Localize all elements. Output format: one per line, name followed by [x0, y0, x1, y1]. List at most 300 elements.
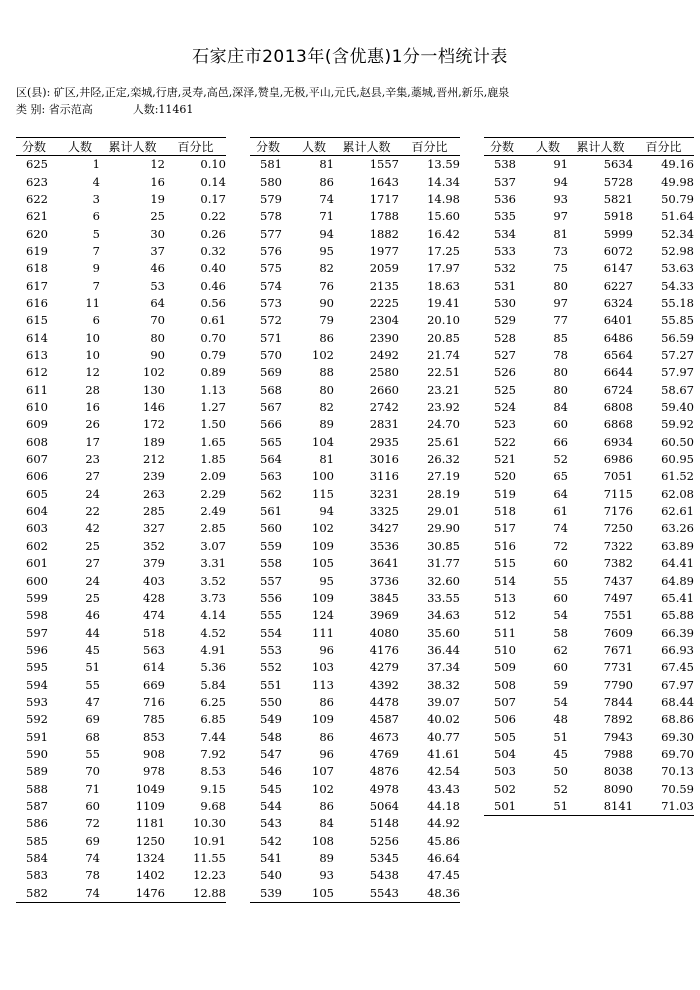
- cumulative-cell: 5148: [369, 816, 399, 831]
- count-cell: 86: [319, 174, 334, 189]
- score-cell: 523: [494, 417, 516, 432]
- score-cell: 567: [260, 400, 282, 415]
- percent-cell: 4.52: [200, 625, 226, 640]
- cumulative-cell: 6724: [603, 382, 633, 397]
- table-row: [250, 399, 460, 416]
- percent-cell: 1.65: [200, 434, 226, 449]
- score-cell: 501: [484, 798, 528, 816]
- score-table-3: [484, 137, 694, 816]
- count-cell: 95: [319, 243, 334, 258]
- score-cell: 610: [26, 400, 48, 415]
- header-cumulative: 累计人数: [334, 138, 399, 156]
- percent-cell: 0.32: [200, 243, 226, 258]
- cumulative-cell: 3231: [369, 486, 399, 501]
- cumulative-cell: 6564: [603, 348, 633, 363]
- percent-cell: 27.19: [427, 469, 460, 484]
- score-cell: 611: [26, 382, 48, 397]
- score-cell: 549: [260, 712, 282, 727]
- count-cell: 81: [319, 157, 334, 172]
- cumulative-cell: 327: [143, 521, 165, 536]
- count-cell: 80: [553, 382, 568, 397]
- count-cell: 54: [553, 694, 568, 709]
- cumulative-cell: 6644: [603, 365, 633, 380]
- cumulative-cell: 1977: [369, 243, 399, 258]
- cumulative-cell: 1882: [369, 226, 399, 241]
- cumulative-cell: 5256: [369, 833, 399, 848]
- percent-cell: 6.25: [200, 694, 226, 709]
- count-cell: 109: [312, 712, 334, 727]
- table-row: [16, 850, 226, 867]
- table-row: [250, 763, 460, 780]
- cumulative-cell: 474: [143, 608, 165, 623]
- cumulative-cell: 4587: [369, 712, 399, 727]
- header-percent: 百分比: [633, 138, 694, 156]
- region-line: 区(县): 矿区,井陉,正定,栾城,行唐,灵寿,高邑,深泽,赞皇,无极,平山,元氏,赵县,辛集,藁城,晋州,新乐,鹿泉: [16, 86, 510, 99]
- score-cell: 527: [494, 348, 516, 363]
- score-cell: 554: [260, 625, 282, 640]
- category-line: [16, 101, 193, 117]
- count-cell: 95: [319, 573, 334, 588]
- cumulative-cell: 3325: [369, 504, 399, 519]
- percent-cell: 23.21: [427, 382, 460, 397]
- score-cell: 591: [26, 729, 48, 744]
- score-cell: 547: [260, 746, 282, 761]
- score-cell: 530: [494, 296, 516, 311]
- percent-cell: 63.26: [661, 521, 694, 536]
- percent-cell: 2.29: [200, 486, 226, 501]
- cumulative-cell: 428: [143, 590, 165, 605]
- score-cell: 609: [26, 417, 48, 432]
- table-row: [484, 278, 694, 295]
- percent-cell: 50.79: [661, 191, 694, 206]
- table-row: [16, 729, 226, 746]
- count-cell: 4: [92, 174, 100, 189]
- percent-cell: 12.88: [165, 885, 226, 903]
- count-cell: 50: [553, 764, 568, 779]
- score-cell: 597: [26, 625, 48, 640]
- count-cell: 52: [553, 452, 568, 467]
- score-cell: 595: [26, 660, 48, 675]
- count-cell: 5: [92, 226, 100, 241]
- table-row: [250, 659, 460, 676]
- cumulative-cell: 80: [150, 330, 165, 345]
- cumulative-cell: 4279: [369, 660, 399, 675]
- percent-cell: 28.19: [427, 486, 460, 501]
- percent-cell: 7.44: [200, 729, 226, 744]
- table-row: [250, 573, 460, 590]
- table-row: [484, 451, 694, 468]
- cumulative-cell: 3016: [369, 452, 399, 467]
- table-row: [250, 191, 460, 208]
- table-row: [250, 815, 460, 832]
- count-cell: 54: [553, 608, 568, 623]
- count-cell: 55: [85, 746, 100, 761]
- count-cell: 86: [319, 729, 334, 744]
- score-cell: 564: [260, 452, 282, 467]
- count-cell: 97: [553, 296, 568, 311]
- score-cell: 521: [494, 452, 516, 467]
- table-row: [16, 694, 226, 711]
- count-cell: 42: [85, 521, 100, 536]
- table-row: [16, 226, 226, 243]
- table-row: [484, 226, 694, 243]
- percent-cell: 0.46: [200, 278, 226, 293]
- percent-cell: 64.89: [661, 573, 694, 588]
- count-cell: 111: [312, 625, 334, 640]
- cumulative-cell: 4978: [369, 781, 399, 796]
- cumulative-cell: 5728: [603, 174, 633, 189]
- table-row: [250, 174, 460, 191]
- cumulative-cell: 5345: [369, 851, 399, 866]
- table-row: [250, 729, 460, 746]
- table-row: [250, 226, 460, 243]
- count-cell: 113: [312, 677, 334, 692]
- count-cell: 55: [553, 573, 568, 588]
- count-cell: 73: [553, 243, 568, 258]
- table-row: [484, 417, 694, 434]
- score-cell: 582: [16, 885, 60, 903]
- score-cell: 586: [26, 816, 48, 831]
- count-cell: 60: [553, 556, 568, 571]
- score-cell: 551: [260, 677, 282, 692]
- count-label: 人数:11461: [132, 103, 194, 116]
- count-cell: 24: [85, 573, 100, 588]
- count-cell: 77: [553, 313, 568, 328]
- score-cell: 533: [494, 243, 516, 258]
- cumulative-cell: 978: [143, 764, 165, 779]
- cumulative-cell: 7892: [603, 712, 633, 727]
- table-row: [16, 607, 226, 624]
- score-cell: 579: [260, 191, 282, 206]
- table-row: [484, 191, 694, 208]
- category-label: 类 别: 省示范高: [16, 103, 93, 116]
- cumulative-cell: 7988: [603, 746, 633, 761]
- score-cell: 585: [26, 833, 48, 848]
- percent-cell: 5.36: [200, 660, 226, 675]
- count-cell: 78: [553, 348, 568, 363]
- score-cell: 537: [494, 174, 516, 189]
- cumulative-cell: 4176: [369, 642, 399, 657]
- count-cell: 79: [319, 313, 334, 328]
- table-row: [250, 312, 460, 329]
- cumulative-cell: 2580: [369, 365, 399, 380]
- table-row: [16, 434, 226, 451]
- cumulative-cell: 5543: [334, 885, 399, 903]
- count-cell: 104: [312, 434, 334, 449]
- cumulative-cell: 5064: [369, 798, 399, 813]
- table-row: [16, 174, 226, 191]
- percent-cell: 13.59: [427, 157, 460, 172]
- cumulative-cell: 4080: [369, 625, 399, 640]
- count-cell: 96: [319, 746, 334, 761]
- score-table: [250, 137, 460, 903]
- count-cell: 86: [319, 798, 334, 813]
- cumulative-cell: 352: [143, 538, 165, 553]
- count-cell: 105: [294, 885, 334, 903]
- cumulative-cell: 2225: [369, 296, 399, 311]
- table-row: [250, 503, 460, 520]
- table-row: [16, 885, 226, 903]
- percent-cell: 4.14: [200, 608, 226, 623]
- score-cell: 535: [494, 209, 516, 224]
- count-cell: 109: [312, 590, 334, 605]
- percent-cell: 1.27: [200, 400, 226, 415]
- count-cell: 102: [312, 348, 334, 363]
- count-cell: 10: [85, 348, 100, 363]
- percent-cell: 45.86: [427, 833, 460, 848]
- score-cell: 539: [250, 885, 294, 903]
- percent-cell: 8.53: [200, 764, 226, 779]
- count-cell: 84: [553, 400, 568, 415]
- score-cell: 528: [494, 330, 516, 345]
- count-cell: 60: [553, 590, 568, 605]
- count-cell: 74: [553, 521, 568, 536]
- table-row: [16, 677, 226, 694]
- table-row: [16, 243, 226, 260]
- score-cell: 614: [26, 330, 48, 345]
- score-cell: 587: [26, 798, 48, 813]
- table-row: [484, 590, 694, 607]
- percent-cell: 0.10: [200, 157, 226, 172]
- count-cell: 124: [312, 608, 334, 623]
- score-cell: 577: [260, 226, 282, 241]
- count-cell: 68: [85, 729, 100, 744]
- count-cell: 109: [312, 538, 334, 553]
- score-cell: 625: [26, 157, 48, 172]
- header-count: 人数: [60, 138, 100, 156]
- score-cell: 568: [260, 382, 282, 397]
- table-row: [16, 156, 226, 174]
- table-row: [484, 469, 694, 486]
- table-row: [484, 659, 694, 676]
- table-row: [16, 642, 226, 659]
- percent-cell: 24.70: [427, 417, 460, 432]
- percent-cell: 2.49: [200, 504, 226, 519]
- count-cell: 91: [553, 157, 568, 172]
- table-row: [250, 364, 460, 381]
- score-cell: 506: [494, 712, 516, 727]
- percent-cell: 25.61: [427, 434, 460, 449]
- table-row: [250, 555, 460, 572]
- table-row: [250, 625, 460, 642]
- count-cell: 69: [85, 712, 100, 727]
- table-row: [16, 590, 226, 607]
- score-cell: 560: [260, 521, 282, 536]
- cumulative-cell: 263: [143, 486, 165, 501]
- score-cell: 516: [494, 538, 516, 553]
- percent-cell: 63.89: [661, 538, 694, 553]
- score-cell: 546: [260, 764, 282, 779]
- count-cell: 3: [92, 191, 100, 206]
- header-percent: 百分比: [399, 138, 460, 156]
- score-table: [484, 137, 694, 816]
- count-cell: 94: [319, 504, 334, 519]
- count-cell: 46: [85, 608, 100, 623]
- percent-cell: 32.60: [427, 573, 460, 588]
- count-cell: 90: [319, 296, 334, 311]
- percent-cell: 14.98: [427, 191, 460, 206]
- score-cell: 600: [26, 573, 48, 588]
- table-row: [16, 625, 226, 642]
- table-row: [16, 208, 226, 225]
- table-row: [250, 382, 460, 399]
- cumulative-cell: 1049: [135, 781, 165, 796]
- cumulative-cell: 172: [143, 417, 165, 432]
- cumulative-cell: 37: [150, 243, 165, 258]
- score-cell: 622: [26, 191, 48, 206]
- table-row: [250, 347, 460, 364]
- cumulative-cell: 3641: [369, 556, 399, 571]
- table-row: [484, 156, 694, 174]
- percent-cell: 17.25: [427, 243, 460, 258]
- table-row: [16, 659, 226, 676]
- count-cell: 60: [85, 798, 100, 813]
- percent-cell: 38.32: [427, 677, 460, 692]
- table-row: [16, 347, 226, 364]
- cumulative-cell: 7176: [603, 504, 633, 519]
- count-cell: 86: [319, 330, 334, 345]
- score-cell: 616: [26, 296, 48, 311]
- table-row: [250, 590, 460, 607]
- table-row: [484, 347, 694, 364]
- score-cell: 623: [26, 174, 48, 189]
- cumulative-cell: 785: [143, 712, 165, 727]
- cumulative-cell: 5821: [603, 191, 633, 206]
- score-cell: 618: [26, 261, 48, 276]
- count-cell: 100: [312, 469, 334, 484]
- table-row: [250, 867, 460, 884]
- percent-cell: 0.14: [200, 174, 226, 189]
- count-cell: 51: [553, 729, 568, 744]
- count-cell: 88: [319, 365, 334, 380]
- count-cell: 65: [553, 469, 568, 484]
- score-cell: 580: [260, 174, 282, 189]
- score-cell: 576: [260, 243, 282, 258]
- percent-cell: 7.92: [200, 746, 226, 761]
- percent-cell: 15.60: [427, 209, 460, 224]
- count-cell: 9: [92, 261, 100, 276]
- count-cell: 81: [319, 452, 334, 467]
- score-cell: 584: [26, 851, 48, 866]
- count-cell: 23: [85, 452, 100, 467]
- cumulative-cell: 518: [143, 625, 165, 640]
- score-cell: 574: [260, 278, 282, 293]
- score-cell: 621: [26, 209, 48, 224]
- cumulative-cell: 70: [150, 313, 165, 328]
- table-row: [250, 208, 460, 225]
- percent-cell: 0.26: [200, 226, 226, 241]
- count-cell: 86: [319, 694, 334, 709]
- table-row: [250, 486, 460, 503]
- table-row: [16, 278, 226, 295]
- table-row: [484, 382, 694, 399]
- header-score: 分数: [484, 138, 528, 156]
- table-row: [250, 694, 460, 711]
- count-cell: 66: [553, 434, 568, 449]
- count-cell: 25: [85, 590, 100, 605]
- table-row: [16, 521, 226, 538]
- table-row: [250, 434, 460, 451]
- count-cell: 25: [85, 538, 100, 553]
- score-cell: 572: [260, 313, 282, 328]
- percent-cell: 55.18: [661, 296, 694, 311]
- cumulative-cell: 7551: [603, 608, 633, 623]
- count-cell: 93: [553, 191, 568, 206]
- table-row: [250, 677, 460, 694]
- percent-cell: 18.63: [427, 278, 460, 293]
- count-cell: 115: [312, 486, 334, 501]
- count-cell: 7: [92, 243, 100, 258]
- percent-cell: 46.64: [427, 851, 460, 866]
- count-cell: 12: [85, 365, 100, 380]
- count-cell: 64: [553, 486, 568, 501]
- percent-cell: 52.34: [661, 226, 694, 241]
- percent-cell: 0.79: [200, 348, 226, 363]
- table-row: [484, 399, 694, 416]
- percent-cell: 70.13: [661, 764, 694, 779]
- table-row: [16, 503, 226, 520]
- table-row: [484, 711, 694, 728]
- cumulative-cell: 64: [150, 296, 165, 311]
- percent-cell: 66.93: [661, 642, 694, 657]
- score-cell: 545: [260, 781, 282, 796]
- cumulative-cell: 6986: [603, 452, 633, 467]
- percent-cell: 21.74: [427, 348, 460, 363]
- cumulative-cell: 1181: [135, 816, 165, 831]
- table-row: [484, 607, 694, 624]
- score-cell: 602: [26, 538, 48, 553]
- table-row: [484, 364, 694, 381]
- score-cell: 550: [260, 694, 282, 709]
- score-cell: 513: [494, 590, 516, 605]
- cumulative-cell: 7790: [603, 677, 633, 692]
- count-cell: 84: [319, 816, 334, 831]
- count-cell: 96: [319, 642, 334, 657]
- percent-cell: 61.52: [661, 469, 694, 484]
- table-row: [16, 573, 226, 590]
- cumulative-cell: 8090: [603, 781, 633, 796]
- cumulative-cell: 4876: [369, 764, 399, 779]
- cumulative-cell: 7382: [603, 556, 633, 571]
- cumulative-cell: 102: [143, 365, 165, 380]
- percent-cell: 67.97: [661, 677, 694, 692]
- cumulative-cell: 5438: [369, 868, 399, 883]
- percent-cell: 70.59: [661, 781, 694, 796]
- count-cell: 52: [553, 781, 568, 796]
- percent-cell: 9.68: [200, 798, 226, 813]
- cumulative-cell: 1402: [135, 868, 165, 883]
- score-cell: 526: [494, 365, 516, 380]
- score-cell: 581: [260, 157, 282, 172]
- count-cell: 102: [312, 521, 334, 536]
- table-row: [16, 260, 226, 277]
- score-cell: 514: [494, 573, 516, 588]
- cumulative-cell: 46: [150, 261, 165, 276]
- cumulative-cell: 146: [143, 400, 165, 415]
- score-cell: 578: [260, 209, 282, 224]
- score-cell: 507: [494, 694, 516, 709]
- table-row: [250, 885, 460, 903]
- percent-cell: 40.77: [427, 729, 460, 744]
- table-row: [16, 833, 226, 850]
- score-cell: 593: [26, 694, 48, 709]
- percent-cell: 23.92: [427, 400, 460, 415]
- cumulative-cell: 2742: [369, 400, 399, 415]
- count-cell: 6: [92, 209, 100, 224]
- percent-cell: 3.31: [200, 556, 226, 571]
- cumulative-cell: 908: [143, 746, 165, 761]
- percent-cell: 58.67: [661, 382, 694, 397]
